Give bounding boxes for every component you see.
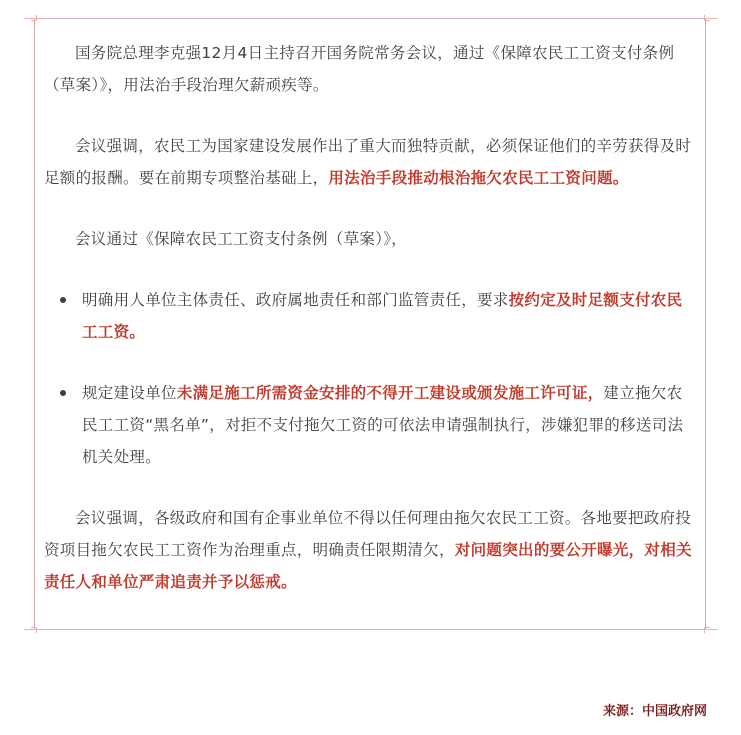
list-item-text-continued: 建立拖欠农民工工资“黑名单”，对拒不支付拖欠工资的可依法申请强制执行，涉嫌犯罪的移送司法机关处理。: [82, 384, 684, 466]
frame-corner-top-left: [31, 15, 37, 21]
list-item: [44, 377, 698, 473]
bullet-icon: [60, 297, 66, 303]
article-content: [44, 37, 698, 627]
paragraph-intro-text: 国务院总理李克强12月4日主持召开国务院常务会议，通过《保障农民工工资支付条例（草案）》，用法治手段治理欠薪顽疾等。: [44, 44, 675, 94]
paragraph-intro: [44, 37, 698, 101]
paragraph-accountability-highlight: 对问题突出的要公开曝光，对相关责任人和单位严肃追责并予以惩戒。: [44, 541, 692, 591]
list-item-text: 规定建设单位: [82, 384, 177, 402]
paragraph-regulation-passed-text: 会议通过《保障农民工工资支付条例（草案）》，: [75, 230, 408, 248]
regulation-list: [44, 284, 698, 473]
frame-top-line: [24, 18, 717, 19]
paragraph-accountability-text: 会议强调，各级政府和国有企事业单位不得以任何理由拖欠农民工工资。各地要把政府投资项目拖欠农民工工资作为治理重点，明确责任限期清欠，: [44, 509, 692, 559]
frame-corner-top-right: [704, 15, 710, 21]
bullet-icon: [60, 390, 66, 396]
frame-corner-bottom-right: [704, 627, 710, 633]
paragraph-meeting-emphasis-text: 会议强调，农民工为国家建设发展作出了重大而独特贡献，必须保证他们的辛劳获得及时足额的报酬。要在前期专项整治基础上，: [44, 137, 692, 187]
paragraph-meeting-emphasis-highlight: 用法治手段推动根治拖欠农民工工资问题。: [328, 169, 629, 187]
paragraph-accountability: [44, 502, 698, 598]
source-credit: 来源：中国政府网: [602, 704, 707, 719]
list-item-highlight: 未满足施工所需资金安排的不得开工建设或颁发施工许可证，: [176, 384, 604, 402]
paragraph-regulation-passed: [44, 223, 698, 255]
list-item-text: 明确用人单位主体责任、政府属地责任和部门监管责任，要求: [82, 291, 509, 309]
frame-corner-bottom-left: [31, 627, 37, 633]
list-item: [44, 284, 698, 348]
frame-bottom-line: [24, 629, 717, 630]
list-item-highlight: 按约定及时足额支付农民工工资。: [82, 291, 683, 341]
paragraph-meeting-emphasis: [44, 130, 698, 194]
